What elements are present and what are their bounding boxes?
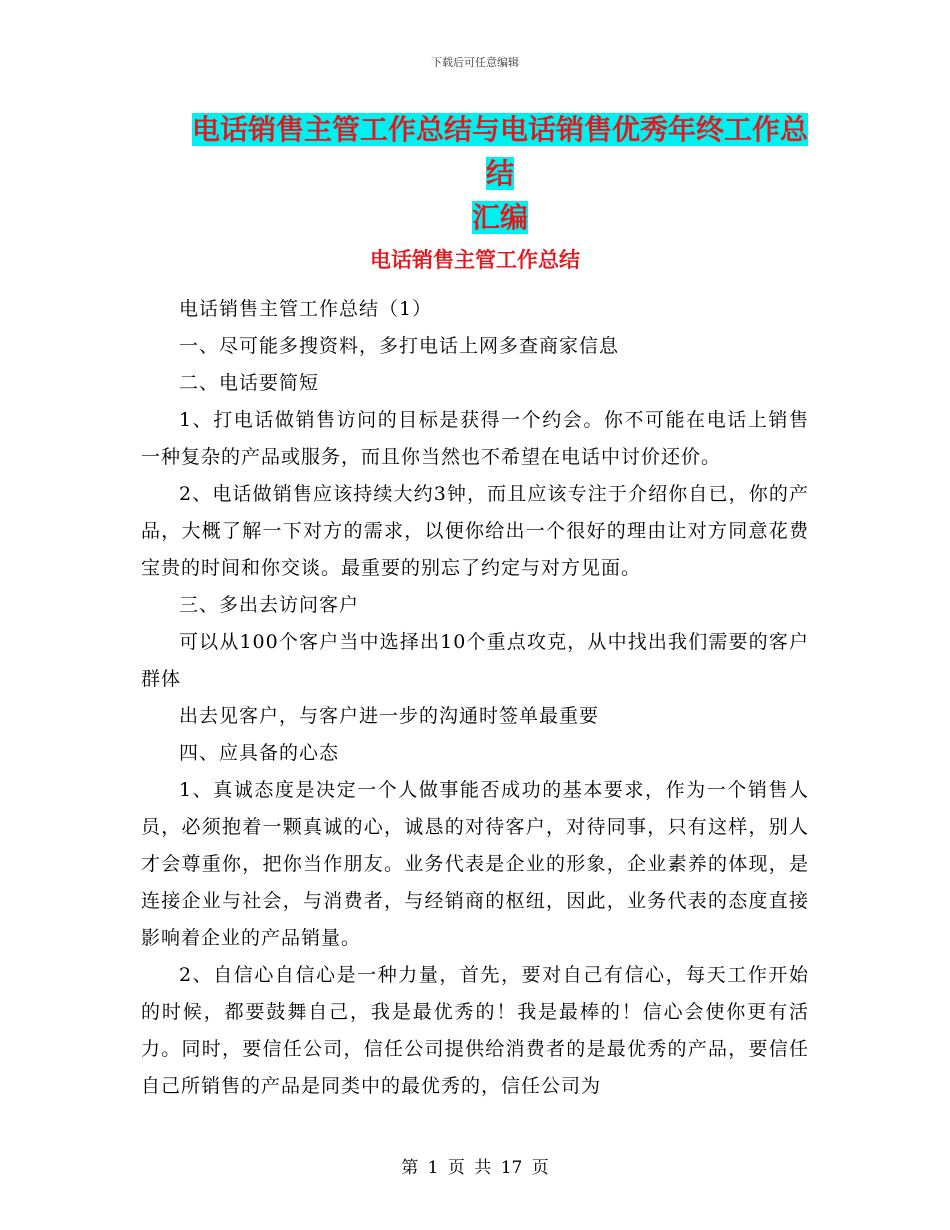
- document-title-line-2: 汇编: [471, 201, 528, 234]
- paragraph: 1、打电话做销售访问的目标是获得一个约会。你不可能在电话上销售一种复杂的产品或服务，而且你当然也不希望在电话中讨价还价。: [141, 409, 809, 468]
- document-title: [190, 108, 810, 240]
- paragraph: 电话销售主管工作总结（1）: [179, 298, 433, 320]
- document-body: [141, 291, 809, 1105]
- paragraph: 三、多出去访问客户: [179, 594, 360, 616]
- paragraph: 2、自信心自信心是一种力量，首先，要对自己有信心，每天工作开始的时候，都要鼓舞自己，我是最优秀的！我是最棒的！信心会使你更有活力。同时，要信任公司，信任公司提供给消费者的是最优秀的产品，要信任自己所销售的产品是同类中的最优秀的，信任公司为: [141, 964, 809, 1097]
- document-title-line-1: 电话销售主管工作总结与电话销售优秀年终工作总结: [191, 113, 808, 190]
- paragraph: 2、电话做销售应该持续大约3钟，而且应该专注于介绍你自已，你的产品，大概了解一下对方的需求，以便你给出一个很好的理由让对方同意花费宝贵的时间和你交谈。最重要的别忘了约定与对方见面。: [141, 483, 809, 579]
- paragraph: 二、电话要简短: [179, 372, 320, 394]
- page-number-footer: 第 1 页 共 17 页: [401, 1158, 549, 1178]
- paragraph: 可以从100个客户当中选择出10个重点攻克，从中找出我们需要的客户群体: [141, 631, 809, 690]
- paragraph: 出去见客户，与客户进一步的沟通时签单最重要: [179, 705, 600, 727]
- section-title: 电话销售主管工作总结: [370, 248, 580, 272]
- paragraph: 四、应具备的心态: [179, 742, 340, 764]
- page-header-note: 下载后可任意编辑: [431, 56, 519, 69]
- paragraph: 一、尽可能多搜资料，多打电话上网多查商家信息: [179, 335, 620, 357]
- paragraph: 1、真诚态度是决定一个人做事能否成功的基本要求，作为一个销售人员，必须抱着一颗真诚的心，诚恳的对待客户，对待同事，只有这样，别人才会尊重你，把你当作朋友。业务代表是企业的形象，企业素养的体现，是连接企业与社会，与消费者，与经销商的枢纽，因此，业务代表的态度直接影响着企业的产品销量。: [141, 779, 809, 949]
